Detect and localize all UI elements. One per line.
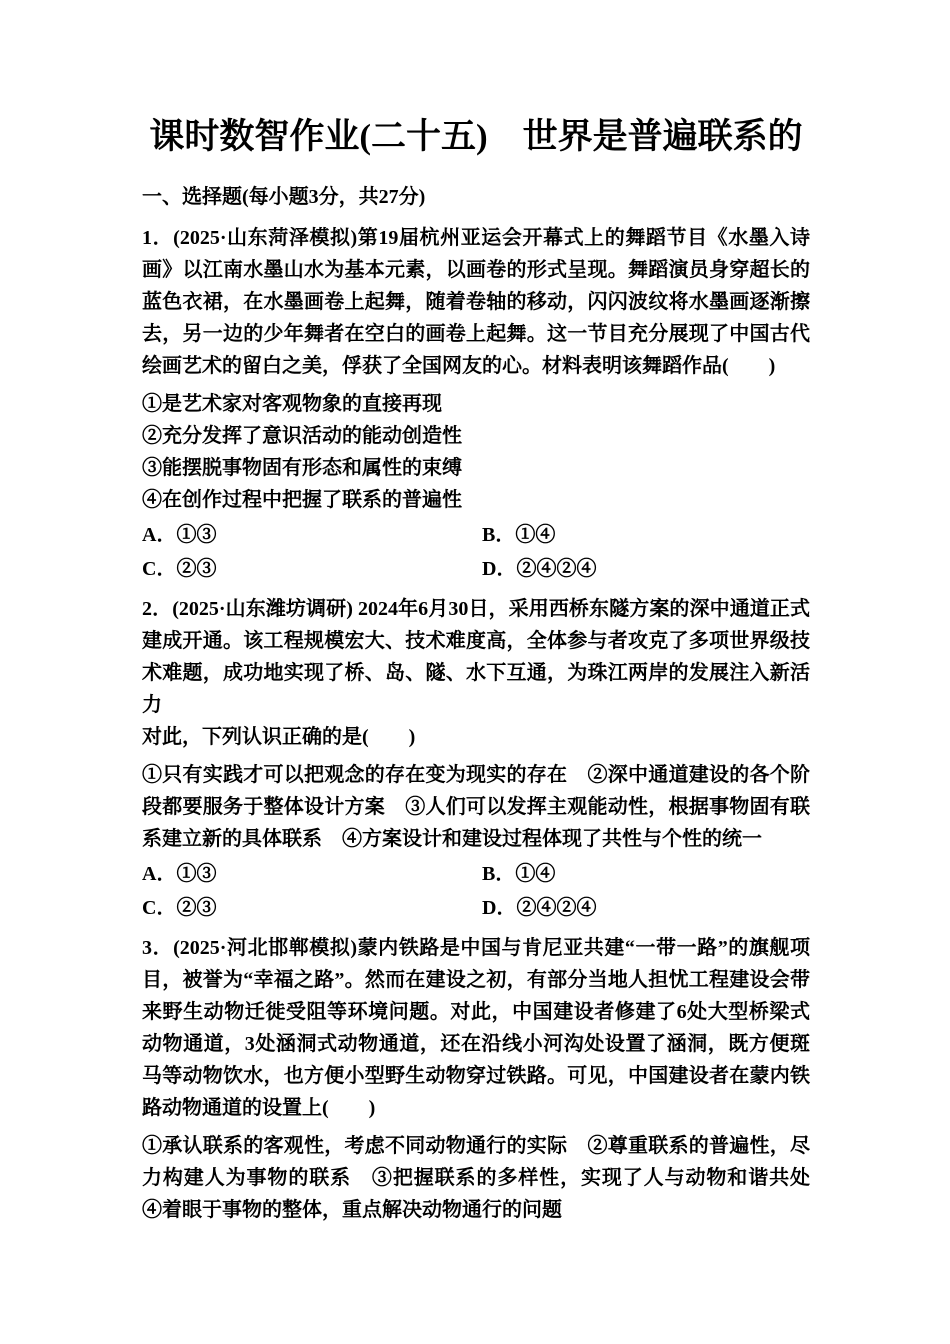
question-2-choice-d: D．②④②④ [482, 897, 597, 919]
question-1-choice-a: A．①③ [142, 524, 217, 546]
question-2-statements: ①只有实践才可以把观念的存在变为现实的存在 ②深中通道建设的各个阶段都要服务于整体设计方案 ③人们可以发挥主观能动性，根据事物固有联系建立新的具体联系 ④方案设计和建设过程体现了共性与个性的统一 [142, 764, 810, 850]
question-2-choice-c: C．②③ [142, 897, 217, 919]
question-1-choice-c: C．②③ [142, 558, 217, 580]
question-1-statement-3: ③能摆脱事物固有形态和属性的束缚 [142, 457, 462, 479]
choice-row [142, 518, 810, 552]
question-2 [142, 593, 810, 925]
choice-row [142, 891, 810, 925]
choice-row [142, 857, 810, 891]
question-1-choice-b: B．①④ [482, 524, 556, 546]
section-heading: 一、选择题(每小题3分，共27分) [142, 186, 426, 208]
question-1-statement-1: ①是艺术家对客观物象的直接再现 [142, 393, 442, 415]
question-2-choices [142, 857, 810, 925]
question-1 [142, 222, 810, 586]
question-1-choice-d: D．②④②④ [482, 558, 597, 580]
question-2-choice-b: B．①④ [482, 863, 556, 885]
choice-row [142, 552, 810, 586]
question-2-stem: 2．(2025·山东潍坊调研) 2024年6月30日，采用西桥东隧方案的深中通道正式建成开通。该工程规模宏大、技术难度高，全体参与者攻克了多项世界级技术难题，成功地实现了桥、岛、隧、水下互通，为珠江两岸的发展注入新活力 [142, 598, 810, 716]
question-1-statement-4: ④在创作过程中把握了联系的普遍性 [142, 489, 462, 511]
question-3-statements: ①承认联系的客观性，考虑不同动物通行的实际 ②尊重联系的普遍性，尽力构建人为事物的联系 ③把握联系的多样性，实现了人与动物和谐共处 ④着眼于事物的整体，重点解决动物通行的问题 [142, 1135, 830, 1221]
question-3 [142, 932, 830, 1226]
question-1-statements [142, 388, 810, 516]
question-1-choices [142, 518, 810, 586]
question-1-statement-2: ②充分发挥了意识活动的能动创造性 [142, 425, 462, 447]
page-title: 课时数智作业(二十五) 世界是普遍联系的 [149, 117, 803, 156]
question-2-stem-continued: 对此，下列认识正确的是( ) [142, 726, 416, 748]
question-3-stem: 3．(2025·河北邯郸模拟)蒙内铁路是中国与肯尼亚共建“一带一路”的旗舰项目，被誉为“幸福之路”。然而在建设之初，有部分当地人担忧工程建设会带来野生动物迁徙受阻等环境问题。对此，中国建设者修建了6处大型桥梁式动物通道，3处涵洞式动物通道，还在沿线小河沟处设置了涵洞，既方便斑马等动物饮水，也方便小型野生动物穿过铁路。可见，中国建设者在蒙内铁路动物通道的设置上( ) [142, 937, 810, 1119]
question-2-choice-a: A．①③ [142, 863, 217, 885]
question-1-stem: 1．(2025·山东菏泽模拟)第19届杭州亚运会开幕式上的舞蹈节目《水墨入诗画》以江南水墨山水为基本元素，以画卷的形式呈现。舞蹈演员身穿超长的蓝色衣裙，在水墨画卷上起舞，随着卷轴的移动，闪闪波纹将水墨画逐渐擦去，另一边的少年舞者在空白的画卷上起舞。这一节目充分展现了中国古代绘画艺术的留白之美，俘获了全国网友的心。材料表明该舞蹈作品( ) [142, 227, 810, 377]
